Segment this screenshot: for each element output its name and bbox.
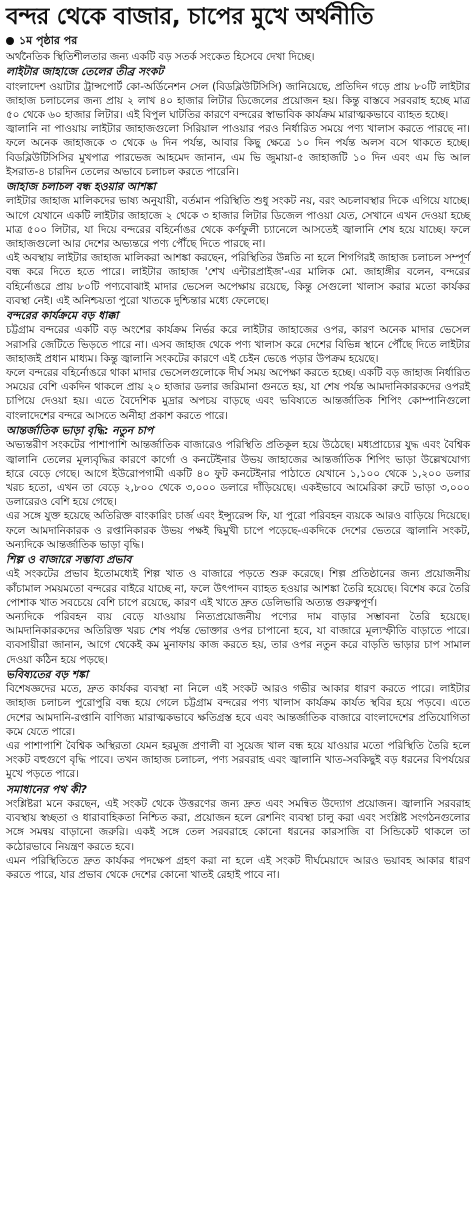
body-paragraph: সংশ্লিষ্টরা মনে করছেন, এই সংকট থেকে উত্তরণের জন্য দ্রুত এবং সমন্বিত উদ্যোগ প্রয়োজন। জ্বালানি সরবরাহ ব্যবস্থায় স্বচ্ছতা ও ধারাবাহিকতা নিশ্চিত করা, প্রয়োজন হলে রেশনিং ব্যবস্থা চালু করা এবং সংশ্লিষ্ট সংগঠনগুলোর সঙ্গে সমন্বয় বাড়ানো জরুরি। একই সঙ্গে তেল সরবরাহে কোনো ধরনের কারসাজি বা সিন্ডিকেট থাকলে তা কঠোরভাবে নিয়ন্ত্রণ করতে হবে। [6, 797, 470, 853]
section-heading: জাহাজ চলাচল বন্ধ হওয়ার আশঙ্কা [6, 180, 156, 194]
article-body [6, 50, 470, 882]
body-paragraph: জ্বালানি না পাওয়ায় লাইটার জাহাজগুলো সিরিয়াল পাওয়ার পরও নির্ধারিত সময়ে পণ্য খালাস করতে পারছে না। ফলে অনেক জাহাজকে ৩ থেকে ৬ দিন পর্যন্ত, আবার কিছু ক্ষেত্রে ১০ দিন পর্যন্ত অলস বসে থাকতে হচ্ছে। বিডব্লিউটিসিসির মুখপাত্র পারভেজ আহমেদ জানান, এম ভি জুমায়া-৫ জাহাজটি ১০ দিন এবং এম ভি আল ইসরাত-৪ চারদিন তেলের অভাবে চলাচল করতে পারেনি। [6, 123, 470, 178]
section-heading: আন্তর্জাতিক ভাড়া বৃদ্ধি: নতুন চাপ [6, 423, 154, 437]
body-paragraph: এই সংকটের প্রভাব ইতোমধ্যেই শিল্প খাত ও বাজারে পড়তে শুরু করেছে। শিল্প প্রতিষ্ঠানের জন্য প্রয়োজনীয় কাঁচামাল সময়মতো বন্দরের বাইরে যাচ্ছে না, ফলে উৎপাদন ব্যাহত হওয়ার আশঙ্কা তৈরি হয়েছে। বিশেষ করে তৈরি পোশাক খাত সবচেয়ে বেশি চাপে রয়েছে, কারণ এই খাতে দ্রুত ডেলিভারি অত্যন্ত গুরুত্বপূর্ণ। [6, 568, 470, 609]
body-paragraph: বাংলাদেশ ওয়াটার ট্রান্সপোর্ট কো-অর্ডিনেশন সেল (বিডব্লিউটিসিসি) জানিয়েছে, প্রতিদিন গড়ে প্রায় ৮০টি লাইটার জাহাজ চলাচলের জন্য প্রায় ২ লাখ ৪০ হাজার লিটার ডিজেলের প্রয়োজন হয়। কিন্তু বাস্তবে সরবরাহ হচ্ছে মাত্র ৫০ থেকে ৬০ হাজার লিটার। এই বিপুল ঘাটতির কারণে বন্দরের স্বাভাবিক কার্যক্রম মারাত্মকভাবে ব্যাহত হচ্ছে। [6, 80, 470, 122]
section-heading: শিল্প ও বাজারে সম্ভাব্য প্রভাব [6, 552, 132, 566]
body-paragraph: চট্টগ্রাম বন্দরের একটি বড় অংশের কার্যক্রম নির্ভর করে লাইটার জাহাজের ওপর, কারণ অনেক মাদার ভেসেল সরাসরি জেটিতে ভিড়তে পারে না। এসব জাহাজ থেকে পণ্য খালাস করে দেশের বিভিন্ন স্থানে পৌঁছে দিতে লাইটার জাহাজই প্রধান মাধ্যম। কিন্তু জ্বালানি সংকটের কারণে এই চেইন ভেঙে পড়ার উপক্রম হয়েছে। [6, 324, 470, 365]
section-heading: ভবিষ্যতের বড় শঙ্কা [6, 667, 89, 681]
body-paragraph: এই অবস্থায় লাইটার জাহাজ মালিকরা আশঙ্কা করছেন, পরিস্থিতির উন্নতি না হলে শিগগিরই জাহাজ চলাচল সম্পূর্ণ বন্ধ করে দিতে হতে পারে। লাইটার জাহাজ 'শেখ এন্টারপ্রাইজ'-এর মালিক মো. জাহাঙ্গীর বলেন, বন্দরের বহির্নোঙরে প্রায় ৮০টি পণ্যবোঝাই মাদার ভেসেল অপেক্ষায় রয়েছে, কিন্তু সেগুলো খালাস করার মতো কার্যকর ব্যবস্থা নেই। এই অনিশ্চয়তা পুরো খাতকে দুশ্চিন্তার মধ্যে ফেলেছে। [6, 252, 470, 307]
continuation-text: ১ম পৃষ্ঠার পর [19, 34, 78, 47]
section-heading: বন্দরের কার্যক্রমে বড় ধাক্কা [6, 309, 119, 323]
body-paragraph: ফলে বন্দরের বহির্নোঙরে থাকা মাদার ভেসেলগুলোকে দীর্ঘ সময় অপেক্ষা করতে হচ্ছে। একটি বড় জাহাজ নির্ধারিত সময়ের বেশি একদিন থাকলে প্রায় ২০ হাজার ডলার জরিমানা গুনতে হয়, যা শেষ পর্যন্ত আমদানিকারকদের ওপরই চাপিয়ে দেওয়া হয়। এতে বৈদেশিক মুদ্রার অপচয় বাড়ছে এবং ভবিষ্যতে আন্তর্জাতিক শিপিং কোম্পানিগুলো বাংলাদেশের বন্দরে আসতে অনীহা প্রকাশ করতে পারে। [6, 367, 470, 422]
body-paragraph: লাইটার জাহাজ মালিকদের ভাষ্য অনুযায়ী, বর্তমান পরিস্থিতি শুধু সংকট নয়, বরং অচলাবস্থার দিকে এগিয়ে যাচ্ছে। আগে যেখানে একটি লাইটার জাহাজে ২ থেকে ৩ হাজার লিটার ডিজেল পাওয়া যেত, সেখানে এখন দেওয়া হচ্ছে মাত্র ৫০০ লিটার, যা দিয়ে বন্দরের বহির্নোঙর থেকে কর্ণফুলী চ্যানেলে আসতেই জ্বালানি শেষ হয়ে যাচ্ছে। ফলে জাহাজগুলো আর দেশের অভ্যন্তরে পণ্য পৌঁছে দিতে পারছে না। [6, 195, 470, 251]
bullet-icon [6, 37, 14, 45]
body-paragraph: এর পাশাপাশি বৈশ্বিক অস্থিরতা যেমন হরমুজ প্রণালী বা সুয়েজ খাল বন্ধ হয়ে যাওয়ার মতো পরিস্থিতি তৈরি হলে সংকট বহুগুণে বৃদ্ধি পাবে। তখন জাহাজ চলাচল, পণ্য সরবরাহ এবং জ্বালানি খাত-সবকিছুই বড় ধরনের বিপর্যয়ের মুখে পড়তে পারে। [6, 739, 471, 781]
section-heading: লাইটার জাহাজে তেলের তীব্র সংকট [6, 65, 164, 79]
body-paragraph: অভ্যন্তরীণ সংকটের পাশাপাশি আন্তর্জাতিক বাজারেও পরিস্থিতি প্রতিকূল হয়ে উঠেছে। মধ্যপ্রাচ্যের যুদ্ধ এবং বৈশ্বিক জ্বালানি তেলের মূল্যবৃদ্ধির কারণে কার্গো ও কনটেইনার উভয় জাহাজের আন্তর্জাতিক শিপিং ভাড়া উল্লেখযোগ্য হারে বেড়ে গেছে। আগে ইউরোপগামী একটি ৪০ ফুট কনটেইনার পাঠাতে যেখানে ১,১০০ থেকে ১,২০০ ডলার খরচ হতো, এখন তা বেড়ে ২,৮০০ থেকে ৩,০০০ ডলারে দাঁড়িয়েছে। একইভাবে আমেরিকা রুটে ভাড়া ৩,০০০ ডলারেরও বেশি হয়ে গেছে। [6, 439, 470, 509]
section-heading: সমাধানের পথ কী? [6, 782, 87, 796]
body-paragraph: এমন পরিস্থিতিতে দ্রুত কার্যকর পদক্ষেপ গ্রহণ করা না হলে এই সংকট দীর্ঘমেয়াদে আরও ভয়াবহ আকার ধারণ করতে পারে, যার প্রভাব থেকে দেশের কোনো খাতই রেহাই পাবে না। [6, 854, 470, 881]
continuation-line [6, 34, 470, 48]
headline: বন্দর থেকে বাজার, চাপের মুখে অর্থনীতি [6, 4, 374, 30]
body-paragraph: অন্যদিকে পরিবহন ব্যয় বেড়ে যাওয়ায় নিত্যপ্রয়োজনীয় পণ্যের দাম বাড়ার সম্ভাবনা তৈরি হয়েছে। আমদানিকারকদের অতিরিক্ত খরচ শেষ পর্যন্ত ভোক্তার ওপর চাপানো হবে, যা বাজারে মূল্যস্ফীতি বাড়াতে পারে। ব্যবসায়ীরা জানান, আগে থেকেই কম মুনাফায় কাজ করতে হয়, তার ওপর নতুন করে বাড়তি ভাড়ার চাপ সামাল দেওয়া কঠিন হয়ে পড়ছে। [6, 610, 470, 666]
body-paragraph: বিশেষজ্ঞদের মতে, দ্রুত কার্যকর ব্যবস্থা না নিলে এই সংকট আরও গভীর আকার ধারণ করতে পারে। লাইটার জাহাজ চলাচল পুরোপুরি বন্ধ হয়ে গেলে চট্টগ্রাম বন্দরের পণ্য খালাস কার্যক্রম কার্যত স্থবির হয়ে পড়বে। এতে দেশের আমদানি-রপ্তানি বাণিজ্য মারাত্মকভাবে ক্ষতিগ্রস্ত হবে এবং আন্তর্জাতিক বাজারে বাংলাদেশের প্রতিযোগিতা কমে যেতে পারে। [6, 683, 470, 738]
body-paragraph: এর সঙ্গে যুক্ত হয়েছে অতিরিক্ত বাংকারিং চার্জ এবং ইন্স্যুরেন্স ফি, যা পুরো পরিবহন ব্যয়কে আরও বাড়িয়ে দিয়েছে। ফলে আমদানিকারক ও রপ্তানিকারক উভয় পক্ষই দ্বিমুখী চাপে পড়েছে-একদিকে দেশের ভেতরে জ্বালানি সংকট, অন্যদিকে আন্তর্জাতিক ভাড়া বৃদ্ধি। [6, 510, 470, 551]
body-paragraph: অর্থনৈতিক স্থিতিশীলতার জন্য একটি বড় সতর্ক সংকেত হিসেবে দেখা দিচ্ছে। [6, 51, 315, 63]
